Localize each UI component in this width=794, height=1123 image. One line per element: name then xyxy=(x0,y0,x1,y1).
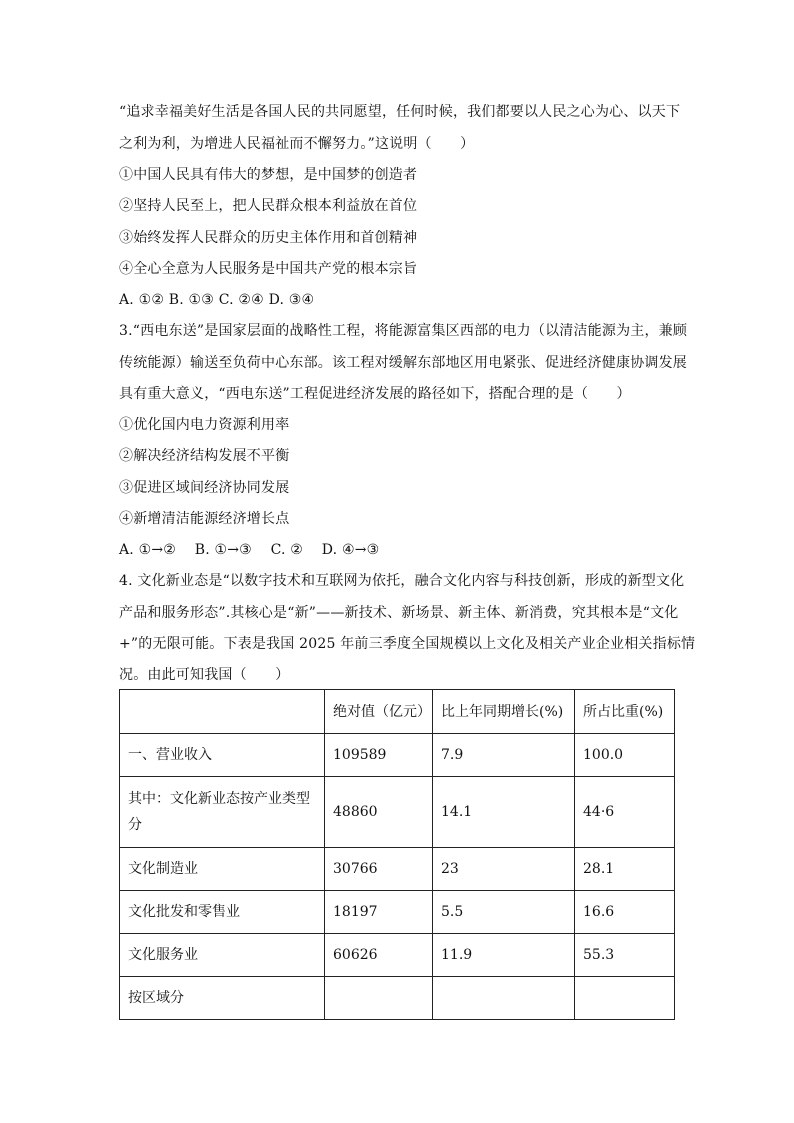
table-cell: 100.0 xyxy=(575,734,675,777)
table-row xyxy=(120,891,675,934)
q4-stem-line-4: 况。由此可知我国（ ） xyxy=(119,667,290,683)
q3-options xyxy=(119,540,393,560)
table-cell: 一、营业收入 xyxy=(120,734,325,777)
table-header-cell: 所占比重(%) xyxy=(575,690,675,734)
q2-stem-line-1: “追求幸福美好生活是各国人民的共同愿望，任何时候，我们都要以人民之心为心、以天下 xyxy=(119,104,681,120)
q4-stem-line-2: 产品和服务形态”.其核心是“新”——新技术、新场景、新主体、新消费，究其根本是“文化 xyxy=(119,605,679,621)
q2-stem-line-2: 之利为利，为增进人民福祉而不懈努力。”这说明（ ） xyxy=(119,136,475,152)
table-cell: 109589 xyxy=(325,734,433,777)
table-cell: 5.5 xyxy=(433,891,575,934)
table-cell: 11.9 xyxy=(433,934,575,977)
table-row xyxy=(120,734,675,777)
table-cell: 30766 xyxy=(325,848,433,891)
table-header-cell xyxy=(120,690,325,734)
q4-stem-line-1: 4. 文化新业态是“以数字技术和互联网为依托，融合文化内容与科技创新，形成的新型文化 xyxy=(119,573,685,589)
table-cell: 其中：文化新业态按产业类型分 xyxy=(120,777,325,848)
q3-option-b: B. ①→③ xyxy=(194,542,252,558)
table-cell xyxy=(433,977,575,1020)
table-cell: 16.6 xyxy=(575,891,675,934)
q3-statement-1: ①优化国内电力资源利用率 xyxy=(119,417,290,433)
q2-statement-3: ③始终发挥人民群众的历史主体作用和首创精神 xyxy=(119,230,418,246)
q2-statement-4: ④全心全意为人民服务是中国共产党的根本宗旨 xyxy=(119,261,418,277)
table-cell: 14.1 xyxy=(433,777,575,848)
q3-option-d: D. ④→③ xyxy=(321,542,380,558)
table-row xyxy=(120,848,675,891)
table-row xyxy=(120,977,675,1020)
table-header-cell: 比上年同期增长(%) xyxy=(433,690,575,734)
table-cell: 55.3 xyxy=(575,934,675,977)
table-cell: 18197 xyxy=(325,891,433,934)
q3-stem-line-3: 具有重大意义，“西电东送”工程促进经济发展的路径如下，搭配合理的是（ ） xyxy=(119,386,631,402)
q3-statement-2: ②解决经济结构发展不平衡 xyxy=(119,448,290,464)
table-cell: 文化批发和零售业 xyxy=(120,891,325,934)
q2-options: A. ①② B. ①③ C. ②④ D. ③④ xyxy=(119,292,315,308)
q3-option-c: C. ② xyxy=(270,542,304,558)
q3-stem-line-1: 3.“西电东送”是国家层面的战略性工程，将能源富集区西部的电力（以清洁能源为主，兼顾 xyxy=(119,323,688,339)
table-cell xyxy=(575,977,675,1020)
table-cell: 44·6 xyxy=(575,777,675,848)
table-header-cell: 绝对值（亿元） xyxy=(325,690,433,734)
q3-statement-4: ④新增清洁能源经济增长点 xyxy=(119,511,290,527)
table-cell: 文化制造业 xyxy=(120,848,325,891)
q3-option-a: A. ①→② xyxy=(119,542,177,558)
table-row xyxy=(120,934,675,977)
table-cell: 文化服务业 xyxy=(120,934,325,977)
q2-statement-1: ①中国人民具有伟大的梦想，是中国梦的创造者 xyxy=(119,167,418,183)
q2-statement-2: ②坚持人民至上，把人民群众根本利益放在首位 xyxy=(119,198,418,214)
q4-stem-line-3: +”的无限可能。下表是我国 2025 年前三季度全国规模以上文化及相关产业企业相关指标情 xyxy=(119,636,696,652)
table-cell xyxy=(325,977,433,1020)
table-header-row xyxy=(120,690,675,734)
table-cell: 28.1 xyxy=(575,848,675,891)
table-cell: 60626 xyxy=(325,934,433,977)
data-table xyxy=(119,689,675,1020)
q3-stem-line-2: 传统能源）输送至负荷中心东部。该工程对缓解东部地区用电紧张、促进经济健康协调发展 xyxy=(119,355,687,371)
table-cell: 按区域分 xyxy=(120,977,325,1020)
table-cell: 48860 xyxy=(325,777,433,848)
table-row xyxy=(120,777,675,848)
q3-statement-3: ③促进区域间经济协同发展 xyxy=(119,480,290,496)
table-cell: 7.9 xyxy=(433,734,575,777)
table-cell: 23 xyxy=(433,848,575,891)
